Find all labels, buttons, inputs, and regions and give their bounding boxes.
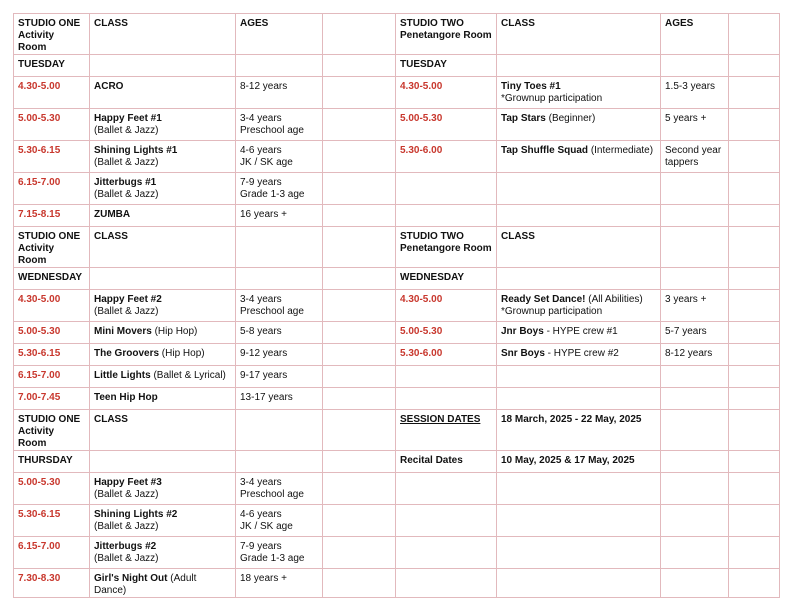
- class-time: 7.30-8.30: [14, 569, 90, 598]
- class-time: 4.30-5.00: [396, 77, 497, 109]
- class-ages: 7-9 years Grade 1-3 age: [236, 537, 323, 569]
- table-row: [14, 109, 780, 141]
- class-header: CLASS: [90, 227, 236, 268]
- class-time: 5.00-5.30: [14, 473, 90, 505]
- table-row: [14, 141, 780, 173]
- class-name: Tap Shuffle Squad (Intermediate): [497, 141, 661, 173]
- class-ages: 8-12 years: [236, 77, 323, 109]
- day-row: [14, 451, 780, 473]
- table-row: [14, 322, 780, 344]
- class-name: Jitterbugs #2 (Ballet & Jazz): [90, 537, 236, 569]
- class-ages: 18 years +: [236, 569, 323, 598]
- class-time: 5.30-6.15: [14, 141, 90, 173]
- session-dates-value: 18 March, 2025 - 22 May, 2025: [497, 410, 661, 451]
- class-ages: 7-9 years Grade 1-3 age: [236, 173, 323, 205]
- day-label: WEDNESDAY: [396, 268, 497, 290]
- table-row: [14, 505, 780, 537]
- class-ages: 16 years +: [236, 205, 323, 227]
- table-row: [14, 569, 780, 598]
- class-ages: 9-12 years: [236, 344, 323, 366]
- class-name: Jitterbugs #1 (Ballet & Jazz): [90, 173, 236, 205]
- session-dates-label: SESSION DATES: [396, 410, 497, 451]
- class-time: 6.15-7.00: [14, 366, 90, 388]
- class-name: Tap Stars (Beginner): [497, 109, 661, 141]
- day-label: WEDNESDAY: [14, 268, 90, 290]
- studio-two-header: STUDIO TWO Penetangore Room: [396, 14, 497, 55]
- studio-two-header: STUDIO TWO Penetangore Room: [396, 227, 497, 268]
- day-label: TUESDAY: [14, 55, 90, 77]
- class-name: Shining Lights #2 (Ballet & Jazz): [90, 505, 236, 537]
- class-ages: 8-12 years: [661, 344, 729, 366]
- class-name: Happy Feet #3 (Ballet & Jazz): [90, 473, 236, 505]
- class-header: CLASS: [90, 410, 236, 451]
- class-time: 6.15-7.00: [14, 537, 90, 569]
- class-name: Girl's Night Out (Adult Dance): [90, 569, 236, 598]
- class-time: 7.15-8.15: [14, 205, 90, 227]
- class-schedule-table: [13, 13, 780, 598]
- header-row: [14, 410, 780, 451]
- header-row: [14, 227, 780, 268]
- class-ages: 4-6 years JK / SK age: [236, 141, 323, 173]
- class-header: CLASS: [497, 14, 661, 55]
- table-row: [14, 473, 780, 505]
- class-ages: 5-7 years: [661, 322, 729, 344]
- table-row: [14, 388, 780, 410]
- class-name: Ready Set Dance! (All Abilities) *Grownup participation: [497, 290, 661, 322]
- class-ages: 3-4 years Preschool age: [236, 109, 323, 141]
- header-row: [14, 14, 780, 55]
- table-row: [14, 205, 780, 227]
- class-name: ACRO: [90, 77, 236, 109]
- class-time: 5.00-5.30: [396, 322, 497, 344]
- day-label: THURSDAY: [14, 451, 90, 473]
- class-name: Shining Lights #1 (Ballet & Jazz): [90, 141, 236, 173]
- class-header: CLASS: [497, 227, 661, 268]
- class-name: Jnr Boys - HYPE crew #1: [497, 322, 661, 344]
- class-header: CLASS: [90, 14, 236, 55]
- class-time: 5.30-6.00: [396, 344, 497, 366]
- day-row: [14, 55, 780, 77]
- class-ages: 3-4 years Preschool age: [236, 473, 323, 505]
- day-row: [14, 268, 780, 290]
- class-ages: 3 years +: [661, 290, 729, 322]
- class-ages: Second year tappers: [661, 141, 729, 173]
- table-row: [14, 537, 780, 569]
- class-ages: 3-4 years Preschool age: [236, 290, 323, 322]
- class-time: 5.30-6.15: [14, 344, 90, 366]
- class-time: 5.30-6.00: [396, 141, 497, 173]
- recital-dates-label: Recital Dates: [396, 451, 497, 473]
- studio-one-header: STUDIO ONE Activity Room: [14, 14, 90, 55]
- class-time: 6.15-7.00: [14, 173, 90, 205]
- class-name: The Groovers (Hip Hop): [90, 344, 236, 366]
- class-name: Happy Feet #1 (Ballet & Jazz): [90, 109, 236, 141]
- table-row: [14, 366, 780, 388]
- class-ages: 4-6 years JK / SK age: [236, 505, 323, 537]
- class-time: 5.00-5.30: [396, 109, 497, 141]
- studio-one-header: STUDIO ONE Activity Room: [14, 227, 90, 268]
- ages-header: AGES: [236, 14, 323, 55]
- table-row: [14, 290, 780, 322]
- class-name: ZUMBA: [90, 205, 236, 227]
- class-name: Snr Boys - HYPE crew #2: [497, 344, 661, 366]
- table-row: [14, 173, 780, 205]
- day-label: TUESDAY: [396, 55, 497, 77]
- ages-header: AGES: [661, 14, 729, 55]
- recital-dates-value: 10 May, 2025 & 17 May, 2025: [497, 451, 661, 473]
- table-row: [14, 77, 780, 109]
- class-ages: 5-8 years: [236, 322, 323, 344]
- class-time: 7.00-7.45: [14, 388, 90, 410]
- studio-one-header: STUDIO ONE Activity Room: [14, 410, 90, 451]
- class-ages: 5 years +: [661, 109, 729, 141]
- class-time: 4.30-5.00: [14, 77, 90, 109]
- class-name: Little Lights (Ballet & Lyrical): [90, 366, 236, 388]
- class-time: 4.30-5.00: [396, 290, 497, 322]
- class-name: Mini Movers (Hip Hop): [90, 322, 236, 344]
- class-time: 5.00-5.30: [14, 109, 90, 141]
- table-row: [14, 344, 780, 366]
- class-time: 4.30-5.00: [14, 290, 90, 322]
- class-ages: 9-17 years: [236, 366, 323, 388]
- class-time: 5.00-5.30: [14, 322, 90, 344]
- class-ages: 1.5-3 years: [661, 77, 729, 109]
- class-time: 5.30-6.15: [14, 505, 90, 537]
- class-ages: 13-17 years: [236, 388, 323, 410]
- class-name: Happy Feet #2 (Ballet & Jazz): [90, 290, 236, 322]
- class-name: Teen Hip Hop: [90, 388, 236, 410]
- class-name: Tiny Toes #1 *Grownup participation: [497, 77, 661, 109]
